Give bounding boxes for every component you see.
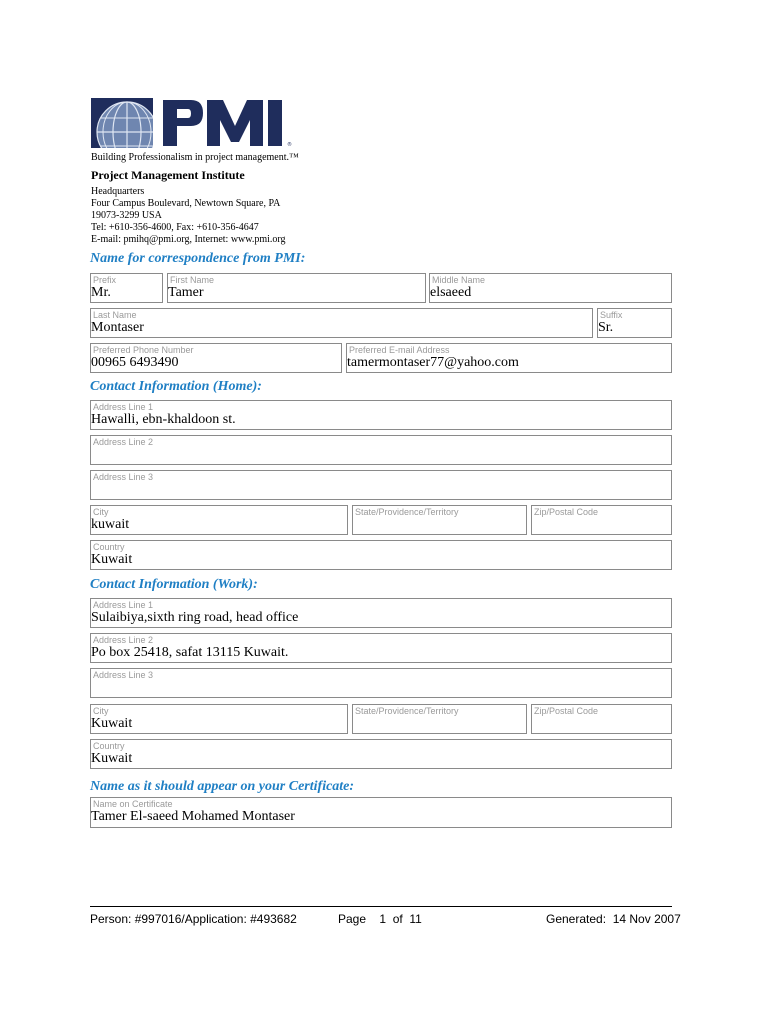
- field-value: Kuwait: [91, 716, 133, 731]
- field-label: Last Name: [93, 310, 137, 320]
- field-label: City: [93, 507, 109, 517]
- work-state-field[interactable]: [352, 704, 527, 734]
- field-value: Po box 25418, safat 13115 Kuwait.: [91, 645, 289, 660]
- home-address-line2-field[interactable]: [90, 435, 672, 465]
- field-label: State/Providence/Territory: [355, 706, 459, 716]
- field-value: Sr.: [598, 320, 614, 335]
- work-zip-field[interactable]: [531, 704, 672, 734]
- org-name: Project Management Institute: [91, 168, 245, 182]
- field-label: Country: [93, 542, 125, 552]
- middle-name-field[interactable]: [429, 273, 672, 303]
- field-value: Tamer El-saeed Mohamed Montaser: [91, 809, 295, 824]
- certificate-name-field[interactable]: [90, 797, 672, 828]
- home-address-line3-field[interactable]: [90, 470, 672, 500]
- section-heading-name: Name for correspondence from PMI:: [90, 251, 306, 266]
- field-label: Address Line 3: [93, 670, 154, 680]
- address-line: Four Campus Boulevard, Newtown Square, PA: [91, 198, 281, 209]
- field-value: kuwait: [91, 517, 130, 532]
- section-heading-work: Contact Information (Work):: [90, 577, 258, 592]
- footer-divider: [90, 906, 672, 907]
- field-label: Address Line 3: [93, 472, 154, 482]
- field-label: Address Line 1: [93, 402, 154, 412]
- footer-generated-date: Generated: 14 Nov 2007: [546, 912, 681, 926]
- field-value: Tamer: [168, 285, 204, 300]
- pmi-logo: [91, 98, 296, 148]
- prefix-field[interactable]: [90, 273, 163, 303]
- footer-person-application: Person: #997016/Application: #493682: [90, 912, 297, 926]
- field-label: Prefix: [93, 275, 117, 285]
- section-heading-home: Contact Information (Home):: [90, 379, 262, 394]
- last-name-field[interactable]: [90, 308, 593, 338]
- field-value: elsaeed: [430, 285, 472, 300]
- first-name-field[interactable]: [167, 273, 426, 303]
- field-label: Middle Name: [432, 275, 486, 285]
- section-heading-certificate: Name as it should appear on your Certificate:: [90, 779, 355, 794]
- address-line: Headquarters: [91, 186, 145, 197]
- field-value: Sulaibiya,sixth ring road, head office: [91, 610, 299, 625]
- field-label: Country: [93, 741, 125, 751]
- work-address-line2-field[interactable]: [90, 633, 672, 663]
- field-label: Suffix: [600, 310, 623, 320]
- home-country-field[interactable]: [90, 540, 672, 570]
- field-label: Address Line 2: [93, 437, 154, 447]
- field-label: Zip/Postal Code: [534, 706, 599, 716]
- address-line: Tel: +610-356-4600, Fax: +610-356-4647: [91, 222, 259, 233]
- address-line: E-mail: pmihq@pmi.org, Internet: www.pmi.org: [91, 234, 286, 245]
- field-value: Hawalli, ebn-khaldoon st.: [91, 412, 236, 427]
- work-address-line3-field[interactable]: [90, 668, 672, 698]
- field-label: Address Line 1: [93, 600, 154, 610]
- field-value: Montaser: [91, 320, 144, 335]
- field-value: Kuwait: [91, 552, 133, 567]
- footer-page-number: Page 1 of 11: [338, 912, 422, 926]
- phone-field[interactable]: [90, 343, 342, 373]
- email-field[interactable]: [346, 343, 672, 373]
- work-country-field[interactable]: [90, 739, 672, 769]
- field-label: Name on Certificate: [93, 799, 173, 809]
- home-zip-field[interactable]: [531, 505, 672, 535]
- field-label: Preferred E-mail Address: [349, 345, 450, 355]
- field-value: Mr.: [91, 285, 111, 300]
- field-label: First Name: [170, 275, 215, 285]
- home-address-line1-field[interactable]: [90, 400, 672, 430]
- svg-text:®: ®: [287, 142, 292, 148]
- suffix-field[interactable]: [597, 308, 672, 338]
- field-value: tamermontaser77@yahoo.com: [347, 355, 519, 370]
- field-label: Preferred Phone Number: [93, 345, 194, 355]
- work-city-field[interactable]: [90, 704, 348, 734]
- field-label: Address Line 2: [93, 635, 154, 645]
- field-label: City: [93, 706, 109, 716]
- field-label: Zip/Postal Code: [534, 507, 599, 517]
- field-value: 00965 6493490: [91, 355, 179, 370]
- tagline: Building Professionalism in project management.™: [91, 152, 299, 163]
- field-value: Kuwait: [91, 751, 133, 766]
- field-label: State/Providence/Territory: [355, 507, 459, 517]
- home-city-field[interactable]: [90, 505, 348, 535]
- work-address-line1-field[interactable]: [90, 598, 672, 628]
- address-line: 19073-3299 USA: [91, 210, 162, 221]
- home-state-field[interactable]: [352, 505, 527, 535]
